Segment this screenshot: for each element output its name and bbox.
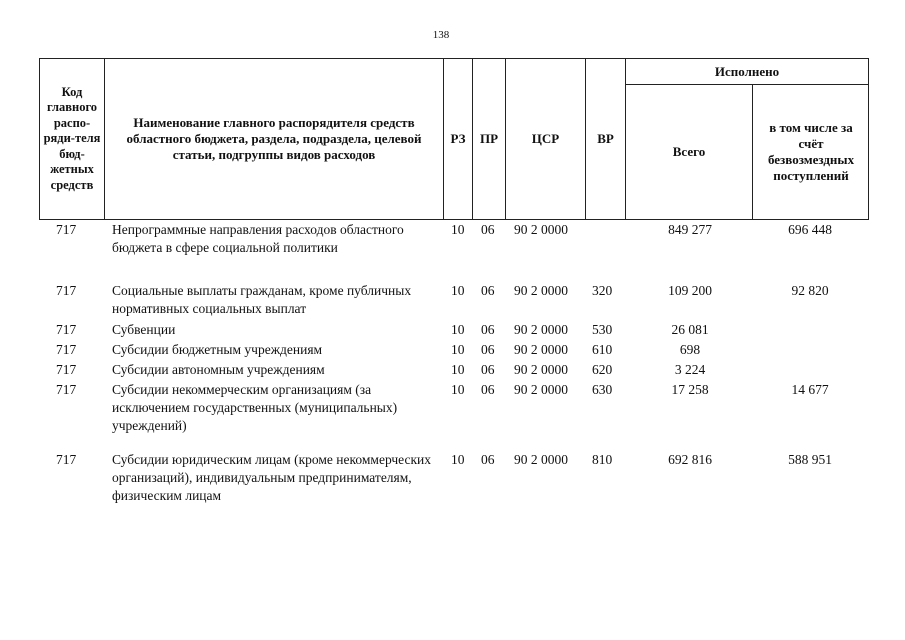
row-total: 3 224 bbox=[674, 362, 706, 377]
row-total: 692 816 bbox=[668, 452, 712, 467]
row-total: 109 200 bbox=[668, 283, 712, 298]
row-name: Субсидии бюджетным учреждениям bbox=[112, 342, 323, 357]
row-rz: 10 bbox=[451, 342, 465, 357]
row-vr: 620 bbox=[592, 362, 613, 377]
header-border-right bbox=[868, 58, 869, 220]
page-number: 138 bbox=[432, 29, 450, 41]
row-pr: 06 bbox=[481, 342, 495, 357]
row-code: 717 bbox=[56, 342, 77, 357]
row-rz: 10 bbox=[451, 362, 465, 377]
row-vr: 810 bbox=[592, 452, 613, 467]
row-code: 717 bbox=[56, 382, 77, 397]
row-csr: 90 2 0000 bbox=[514, 362, 568, 377]
header-code: Код главного распо-ряди-теля бюд-жетных средств bbox=[43, 84, 101, 192]
row-pr: 06 bbox=[481, 452, 495, 467]
header-bottom-border bbox=[39, 219, 869, 220]
row-csr: 90 2 0000 bbox=[514, 452, 568, 467]
header-gratuitous: в том числе за счёт безвозмездных поступлений bbox=[767, 120, 855, 183]
header-divider-code bbox=[104, 58, 105, 220]
row-total: 698 bbox=[679, 342, 701, 357]
header-border-left bbox=[39, 58, 40, 220]
header-rz: РЗ bbox=[450, 131, 466, 146]
row-name: Социальные выплаты гражданам, кроме публичных нормативных социальных выплат bbox=[112, 283, 412, 316]
row-code: 717 bbox=[56, 222, 77, 237]
row-gratuitous: 588 951 bbox=[788, 452, 832, 467]
row-rz: 10 bbox=[451, 283, 465, 298]
row-vr: 320 bbox=[592, 283, 613, 298]
row-gratuitous: 92 820 bbox=[791, 283, 829, 298]
row-gratuitous: 14 677 bbox=[791, 382, 829, 397]
row-code: 717 bbox=[56, 362, 77, 377]
row-csr: 90 2 0000 bbox=[514, 322, 568, 337]
row-csr: 90 2 0000 bbox=[514, 382, 568, 397]
row-name: Субсидии автономным учреждениям bbox=[112, 362, 325, 377]
row-pr: 06 bbox=[481, 283, 495, 298]
header-csr: ЦСР bbox=[531, 131, 560, 146]
header-vr: ВР bbox=[597, 131, 614, 146]
row-pr: 06 bbox=[481, 362, 495, 377]
row-name: Субвенции bbox=[112, 322, 176, 337]
header-divider-total bbox=[752, 84, 753, 220]
row-csr: 90 2 0000 bbox=[514, 342, 568, 357]
row-rz: 10 bbox=[451, 222, 465, 237]
header-pr: ПР bbox=[479, 131, 499, 146]
row-vr: 530 bbox=[592, 322, 613, 337]
header-total: Всего bbox=[672, 144, 706, 159]
row-pr: 06 bbox=[481, 222, 495, 237]
row-name: Непрограммные направления расходов областного бюджета в сфере социальной политики bbox=[112, 222, 404, 255]
row-rz: 10 bbox=[451, 322, 465, 337]
row-name: Субсидии некоммерческим организациям (за исключением государственных (муниципальных) учреждений) bbox=[112, 382, 398, 433]
row-csr: 90 2 0000 bbox=[514, 222, 568, 237]
row-pr: 06 bbox=[481, 322, 495, 337]
row-total: 849 277 bbox=[668, 222, 712, 237]
row-code: 717 bbox=[56, 322, 77, 337]
row-vr: 630 bbox=[592, 382, 613, 397]
row-total: 17 258 bbox=[671, 382, 709, 397]
row-gratuitous: 696 448 bbox=[788, 222, 832, 237]
row-rz: 10 bbox=[451, 452, 465, 467]
row-csr: 90 2 0000 bbox=[514, 283, 568, 298]
row-rz: 10 bbox=[451, 382, 465, 397]
header-executed: Исполнено bbox=[714, 63, 780, 79]
row-pr: 06 bbox=[481, 382, 495, 397]
row-code: 717 bbox=[56, 283, 77, 298]
row-name: Субсидии юридическим лицам (кроме некоммерческих организаций), индивидуальным предпринимателям, физическим лицам bbox=[112, 452, 432, 503]
row-total: 26 081 bbox=[671, 322, 709, 337]
header-name: Наименование главного распорядителя средств областного бюджета, раздела, подраздела, целевой статьи, подгруппы видов расходов bbox=[126, 115, 422, 162]
row-code: 717 bbox=[56, 452, 77, 467]
row-vr: 610 bbox=[592, 342, 613, 357]
